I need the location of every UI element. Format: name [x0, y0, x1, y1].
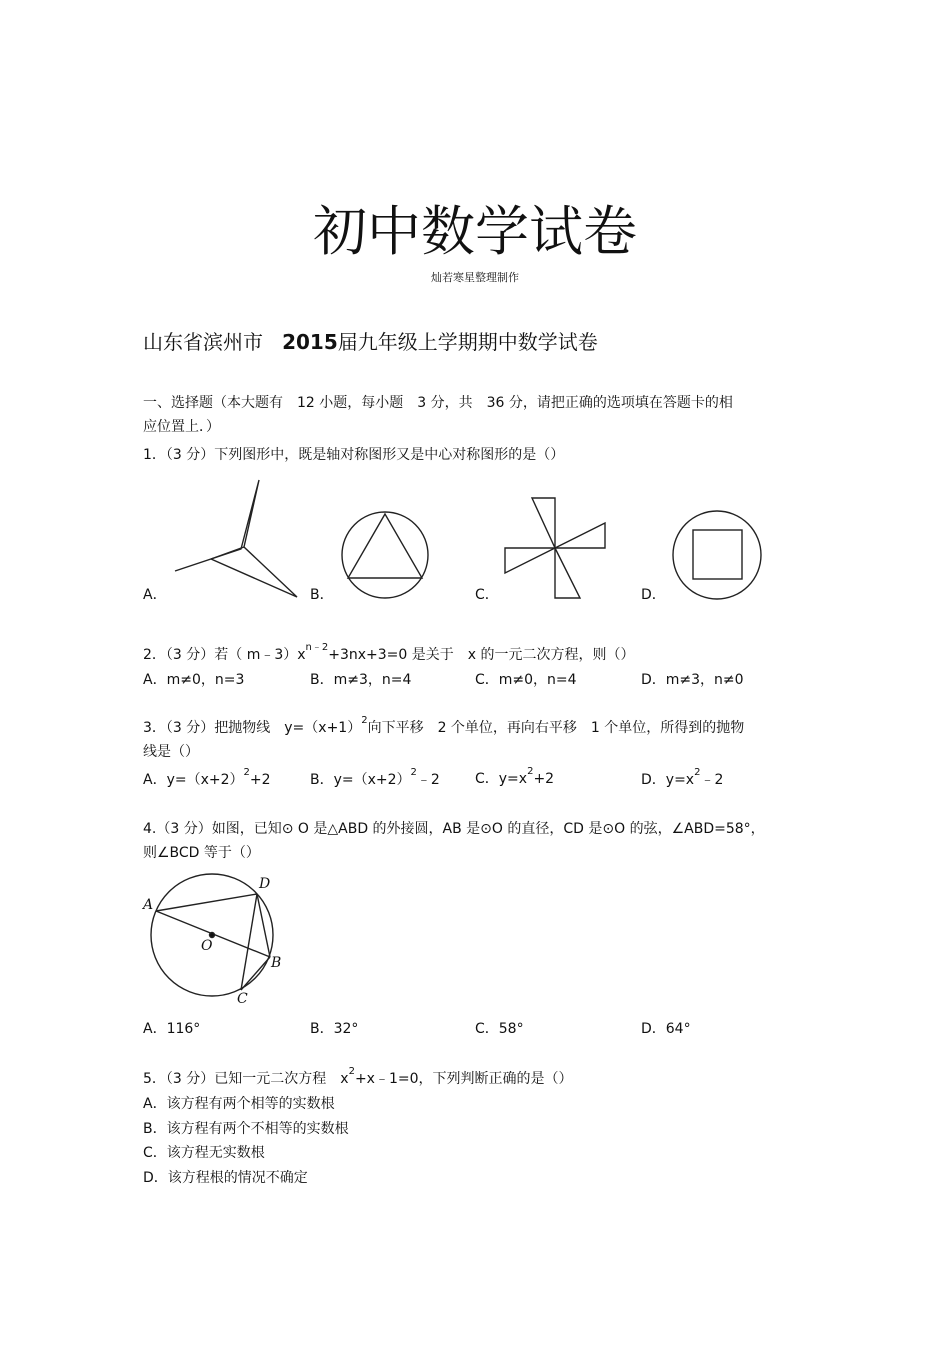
q3-stem: 3．（3 分）把抛物线 $y=(x+1)^2$向下平移 2 个单位，再向右平移 1 个单位，所得到的抛物: [143, 715, 745, 736]
q1-option-a[interactable]: A．: [143, 587, 167, 603]
q5-option-a[interactable]: A．该方程有两个相等的实数根: [143, 1096, 335, 1112]
q5-option-d[interactable]: D．该方程根的情况不确定: [143, 1170, 308, 1186]
q3-stem-line2: 线是（）: [143, 744, 199, 760]
q4-label-b: B: [271, 955, 282, 971]
q4-option-a[interactable]: A．116°: [143, 1021, 201, 1037]
q4-stem-line2: 则∠BCD 等于（）: [143, 845, 260, 861]
q2-option-c[interactable]: C．m≠0，n=4: [475, 672, 577, 688]
q1-stem: 1．（3 分）下列图形中，既是轴对称图形又是中心对称图形的是（）: [143, 447, 565, 463]
q5-option-b[interactable]: B．该方程有两个不相等的实数根: [143, 1121, 349, 1137]
q4-option-d[interactable]: D．64°: [641, 1021, 691, 1037]
q4-stem-line1: 4.（3 分）如图，已知⊙ O 是△ABD 的外接圆，AB 是⊙O 的直径，CD 是⊙O 的弦，∠ABD=58°，: [143, 821, 765, 837]
q2-option-d[interactable]: D．m≠3，n≠0: [641, 672, 744, 688]
q3-option-d[interactable]: D．$y=x^2﹣2$: [641, 767, 724, 788]
q4-segment-dc: [241, 894, 257, 990]
exam-title-prefix: 山东省滨州市: [143, 330, 263, 354]
q2-stem: 2．（3 分）若（ $m﹣3)x^{n﹣2}+3nx+3=0$ 是关于 x 的一元二次方程，则（）: [143, 642, 635, 663]
q4-label-a: A: [143, 897, 154, 913]
q2-option-a[interactable]: A．m≠0，n=3: [143, 672, 245, 688]
q5-stem: 5．（3 分）已知一元二次方程 $x^2+x﹣1=0$，下列判断正确的是（）: [143, 1066, 573, 1087]
q3-option-c[interactable]: C．$y=x^2+2$: [475, 766, 555, 787]
q5-option-c[interactable]: C．该方程无实数根: [143, 1145, 265, 1161]
page-subtitle: 灿若寒星整理制作: [431, 271, 519, 284]
q4-label-c: C: [237, 991, 248, 1007]
q2-option-b[interactable]: B．m≠3，n=4: [310, 672, 412, 688]
exam-title-suffix: 届九年级上学期期中数学试卷: [337, 330, 598, 354]
q3-option-a[interactable]: A．$y=(x+2)^2+2$: [143, 767, 271, 788]
section-instructions-line1: 一、选择题（本大题有 12 小题，每小题 3 分，共 36 分，请把正确的选项填在答题卡的相: [143, 395, 733, 411]
q1-option-b[interactable]: B．: [310, 587, 334, 603]
q3-option-b[interactable]: B．$y=(x+2)^2﹣2$: [310, 767, 440, 788]
q4-label-o: O: [201, 938, 213, 954]
q4-label-d: D: [259, 876, 271, 892]
exam-title-year: 2015: [282, 330, 338, 354]
section-instructions-line2: 应位置上．）: [143, 419, 220, 435]
q1-option-c[interactable]: C．: [475, 587, 499, 603]
q4-option-c[interactable]: C．58°: [475, 1021, 524, 1037]
q4-center-dot: [210, 933, 215, 938]
page-title: 初中数学试卷: [313, 200, 637, 263]
q4-option-b[interactable]: B．32°: [310, 1021, 359, 1037]
q1-option-d[interactable]: D．: [641, 587, 666, 603]
q4-segment-ad: [156, 894, 257, 911]
